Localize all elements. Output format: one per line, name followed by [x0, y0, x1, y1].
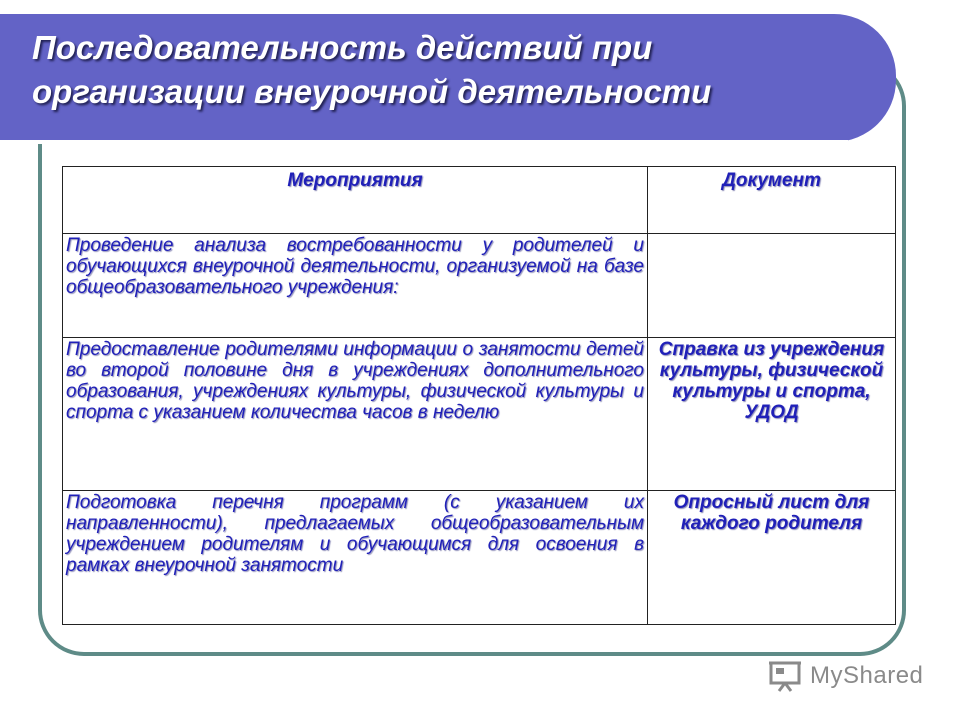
myshared-logo — [768, 656, 923, 696]
table-row — [63, 491, 896, 625]
table-row — [63, 338, 896, 491]
table-row — [63, 234, 896, 338]
logo-text: MyShared — [810, 662, 924, 689]
presentation-icon — [768, 659, 804, 693]
header-activities: Мероприятия — [63, 167, 648, 234]
document-cell: Справка из учреждения культуры, физической культуры и спорта, УДОД — [648, 338, 896, 491]
banner-underline — [0, 140, 848, 144]
document-cell: Опросный лист для каждого родителя — [648, 491, 896, 625]
actions-table — [62, 166, 896, 625]
activity-cell: Подготовка перечня программ (с указанием их направленности), предлагаемых общеобразовательным учреждением родителям и обучающимся для освоения в рамках внеурочной занятости — [63, 491, 648, 625]
activity-cell: Проведение анализа востребованности у родителей и обучающихся внеурочной деятельности, организуемой на базе общеобразовательного учреждения: — [63, 234, 648, 338]
document-cell — [648, 234, 896, 338]
activity-cell: Предоставление родителями информации о занятости детей во второй половине дня в учреждениях дополнительного образования, учреждениях культуры, физической культуры и спорта с указанием количества часов в неделю — [63, 338, 648, 491]
table-header-row — [63, 167, 896, 234]
slide-title: Последовательность действий при организации внеурочной деятельности — [32, 29, 712, 110]
header-document: Документ — [648, 167, 896, 234]
